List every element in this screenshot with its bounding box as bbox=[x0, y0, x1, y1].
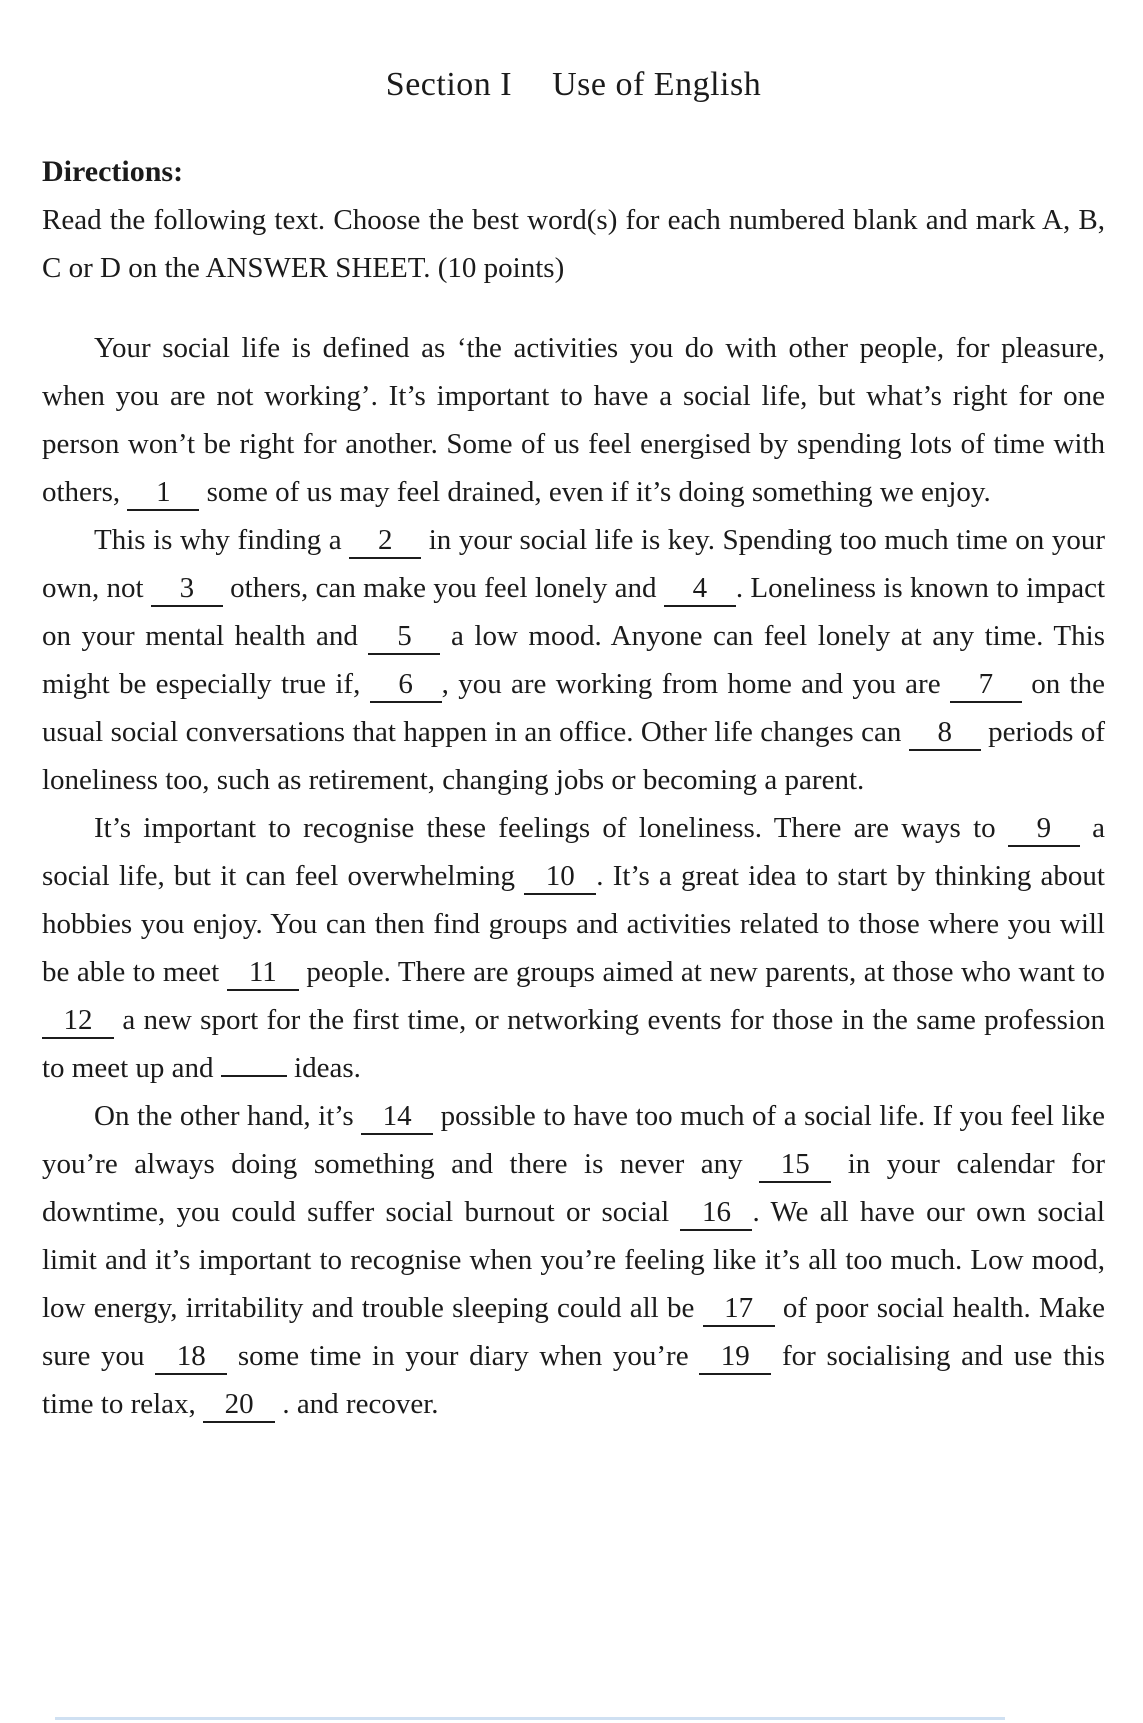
section-subject: Use of English bbox=[552, 66, 762, 103]
passage-text: on the usual social conversations that happen in an office. Other life changes can bbox=[42, 668, 1105, 748]
cloze-blank-14: 14 bbox=[361, 1100, 433, 1135]
cloze-blank-16: 16 bbox=[680, 1196, 752, 1231]
passage-text: people. There are groups aimed at new parents, at those who want to bbox=[298, 956, 1105, 988]
cloze-blank-9: 9 bbox=[1008, 812, 1080, 847]
passage-paragraph bbox=[42, 1092, 1105, 1428]
passage-text: ideas. bbox=[286, 1052, 361, 1084]
cloze-blank-unnumbered bbox=[221, 1074, 287, 1077]
passage-text: . It’s a great idea to start by thinking about hobbies you enjoy. You can then find groups and activities related to those where you will be able to meet bbox=[42, 860, 1105, 988]
cloze-blank-5: 5 bbox=[368, 620, 440, 655]
cloze-blank-20: 20 bbox=[203, 1388, 275, 1423]
passage-text: a low mood. Anyone can feel lonely at any time. This might be especially true if, bbox=[42, 620, 1105, 700]
passage-paragraph bbox=[42, 324, 1105, 516]
passage-text: periods of loneliness too, such as retirement, changing jobs or becoming a parent. bbox=[42, 716, 1105, 796]
passage-text: . We all have our own social limit and it’s important to recognise when you’re feeling like it’s all too much. Low mood, low energy, irritability and trouble sleeping could all be bbox=[42, 1196, 1105, 1324]
passage-paragraph bbox=[42, 804, 1105, 1092]
passage-text: Your social life is defined as ‘the activities you do with other people, for pleasure, when you are not working’. It’s important to have a social life, but what’s right for one person won’t be right for another. Some of us feel energised by spending lots of time with others, bbox=[42, 332, 1105, 508]
passage-text: for socialising and use this time to relax, bbox=[42, 1340, 1105, 1420]
cloze-blank-17: 17 bbox=[703, 1292, 775, 1327]
passage-text: others, can make you feel lonely and bbox=[222, 572, 664, 604]
passage-text: On the other hand, it’s bbox=[94, 1100, 362, 1132]
passage-paragraph bbox=[42, 516, 1105, 804]
passage-text: . and recover. bbox=[275, 1388, 439, 1420]
section-number: Section I bbox=[385, 66, 513, 103]
passage-text: possible to have too much of a social life. If you feel like you’re always doing something and there is never any bbox=[42, 1100, 1105, 1180]
cloze-blank-3: 3 bbox=[151, 572, 223, 607]
passage-text: in your social life is key. Spending too much time on your own, not bbox=[42, 524, 1105, 604]
cloze-blank-7: 7 bbox=[950, 668, 1022, 703]
directions-text: Read the following text. Choose the best word(s) for each numbered blank and mark A, B, C or D on the ANSWER SHEET. (10 points) bbox=[42, 204, 1105, 284]
passage-text: a new sport for the first time, or networking events for those in the same profession to meet up and bbox=[42, 1004, 1105, 1084]
cloze-blank-10: 10 bbox=[524, 860, 596, 895]
passage-text: some of us may feel drained, even if it’s doing something we enjoy. bbox=[199, 476, 991, 508]
cloze-blank-11: 11 bbox=[227, 956, 299, 991]
directions-block bbox=[42, 148, 1105, 292]
passage-text: a social life, but it can feel overwhelming bbox=[42, 812, 1105, 892]
page-title bbox=[42, 0, 1105, 104]
passage-text: It’s important to recognise these feelings of loneliness. There are ways to bbox=[94, 812, 1008, 844]
scan-edge-artifact bbox=[55, 1717, 1005, 1720]
cloze-blank-18: 18 bbox=[155, 1340, 227, 1375]
cloze-blank-6: 6 bbox=[370, 668, 442, 703]
cloze-blank-8: 8 bbox=[909, 716, 981, 751]
directions-heading: Directions: bbox=[42, 155, 184, 188]
cloze-blank-2: 2 bbox=[349, 524, 421, 559]
passage bbox=[42, 324, 1105, 1428]
passage-text: of poor social health. Make sure you bbox=[42, 1292, 1105, 1372]
passage-text: in your calendar for downtime, you could suffer social burnout or social bbox=[42, 1148, 1106, 1228]
passage-text: . Loneliness is known to impact on your mental health and bbox=[42, 572, 1106, 652]
passage-text: , you are working from home and you are bbox=[441, 668, 950, 700]
cloze-blank-12: 12 bbox=[42, 1004, 114, 1039]
passage-text: This is why finding a bbox=[94, 524, 350, 556]
cloze-blank-15: 15 bbox=[759, 1148, 831, 1183]
passage-text: some time in your diary when you’re bbox=[227, 1340, 700, 1372]
cloze-blank-19: 19 bbox=[699, 1340, 771, 1375]
cloze-blank-1: 1 bbox=[127, 476, 199, 511]
cloze-blank-4: 4 bbox=[664, 572, 736, 607]
